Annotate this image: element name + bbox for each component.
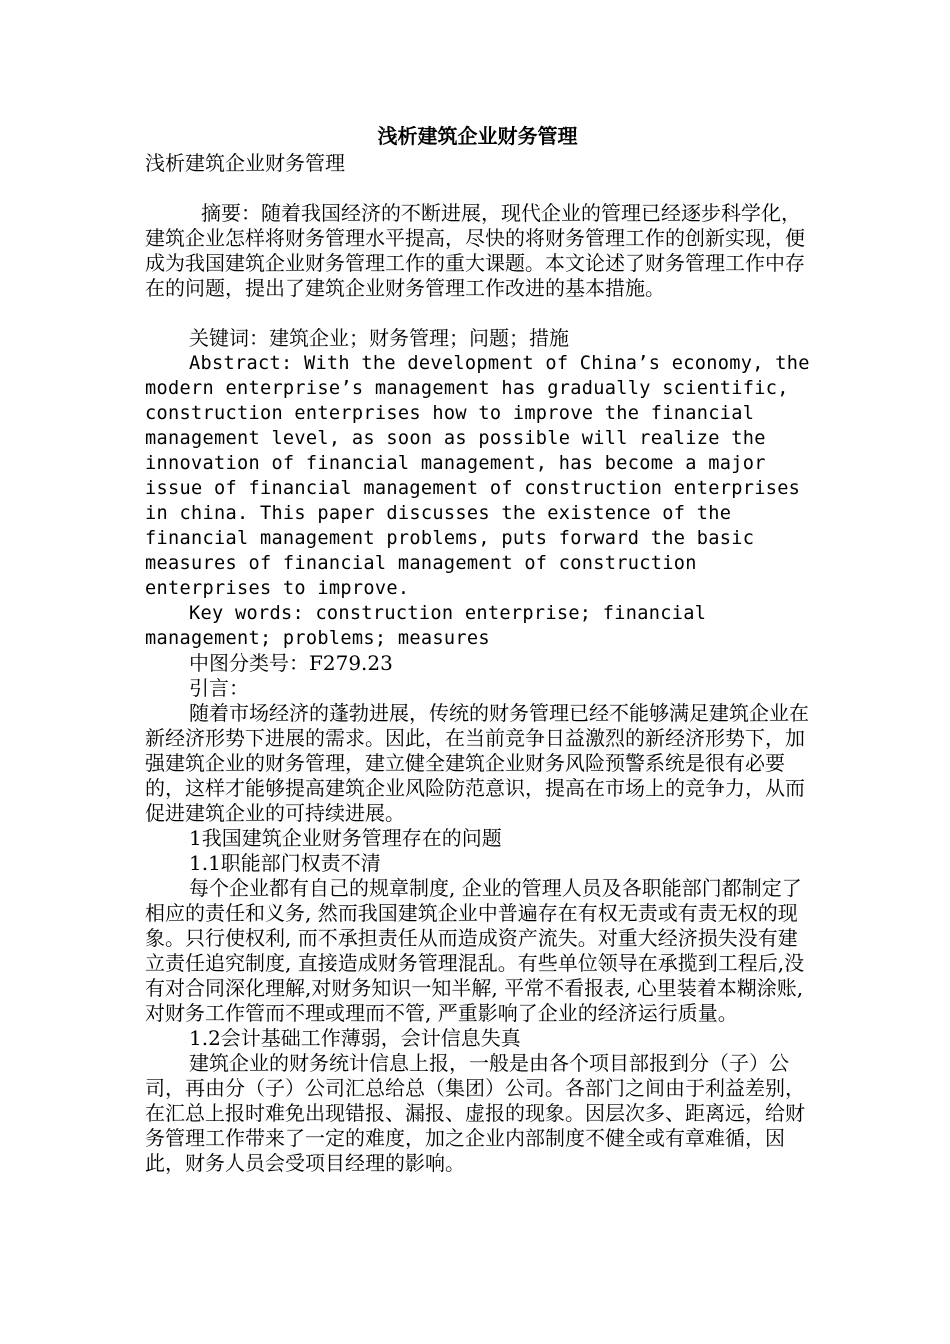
section-1-2-heading: 1.2会计基础工作薄弱，会计信息失真 — [189, 1026, 521, 1050]
section-1-2-paragraph: 建筑企业的财务统计信息上报，一般是由各个项目部报到分（子）公司，再由分（子）公司汇总给总（集团）公司。各部门之间由于利益差别，在汇总上报时难免出现错报、漏报、虚报的现象。因层次多、距离远，给财务管理工作带来了一定的难度，加之企业内部制度不健全或有章难循，因此，财务人员会受项目经理的影响。 — [145, 1051, 805, 1175]
document-title: 浅析建筑企业财务管理 — [377, 124, 578, 148]
document-subtitle: 浅析建筑企业财务管理 — [145, 151, 345, 175]
spacer — [145, 301, 810, 326]
intro-paragraph: 随着市场经济的蓬勃进展，传统的财务管理已经不能够满足建筑企业在新经济形势下进展的需求。因此，在当前竞争日益激烈的新经济形势下，加强建筑企业的财务管理，建立健全建筑企业财务风险预警系统是很有必要的，这样才能够提高建筑企业风险防范意识，提高在市场上的竞争力，从而促进建筑企业的可持续进展。 — [145, 701, 809, 825]
keywords-en: Key words: construction enterprise; financial management; problems; measures — [145, 603, 707, 649]
intro-heading: 引言： — [189, 676, 249, 700]
abstract-en: Abstract: With the development of China’s economy, the modern enterprise’s management has gradually scientific, construction enterprises how to improve the financial management level, as soon as possible will realize the innovation of financial management, has become a major issue of financial management of construction enterprises in china. This paper discusses the existence of the financial management problems, puts forward the basic measures of financial management of construction enterprises to improve. — [145, 353, 810, 599]
section-1-1-heading: 1.1职能部门权责不清 — [189, 851, 381, 875]
keywords-cn: 关键词：建筑企业；财务管理；问题；措施 — [189, 326, 569, 350]
section-1-heading: 1我国建筑企业财务管理存在的问题 — [189, 826, 502, 850]
abstract-cn: 摘要：随着我国经济的不断进展，现代企业的管理已经逐步科学化，建筑企业怎样将财务管理水平提高，尽快的将财务管理工作的创新实现，便成为我国建筑企业财务管理工作的重大课题。本文论述了财务管理工作中存在的问题，提出了建筑企业财务管理工作改进的基本措施。 — [145, 201, 805, 300]
section-1-1-paragraph: 每个企业都有自己的规章制度, 企业的管理人员及各职能部门都制定了相应的责任和义务, 然而我国建筑企业中普遍存在有权无责或有责无权的现象。只行使权利, 而不承担责任从而造成资产流失。对重大经济损失没有建立责任追究制度, 直接造成财务管理混乱。有些单位领导在承揽到工程后,没有对合同深化理解,对财务知识一知半解, 平常不看报表, 心里装着本糊涂账, 对财务工作管而不理或理而不管, 严重影响了企业的经济运行质量。 — [145, 876, 805, 1025]
document-page — [145, 121, 810, 1176]
classification-number: 中图分类号：F279.23 — [189, 651, 393, 675]
